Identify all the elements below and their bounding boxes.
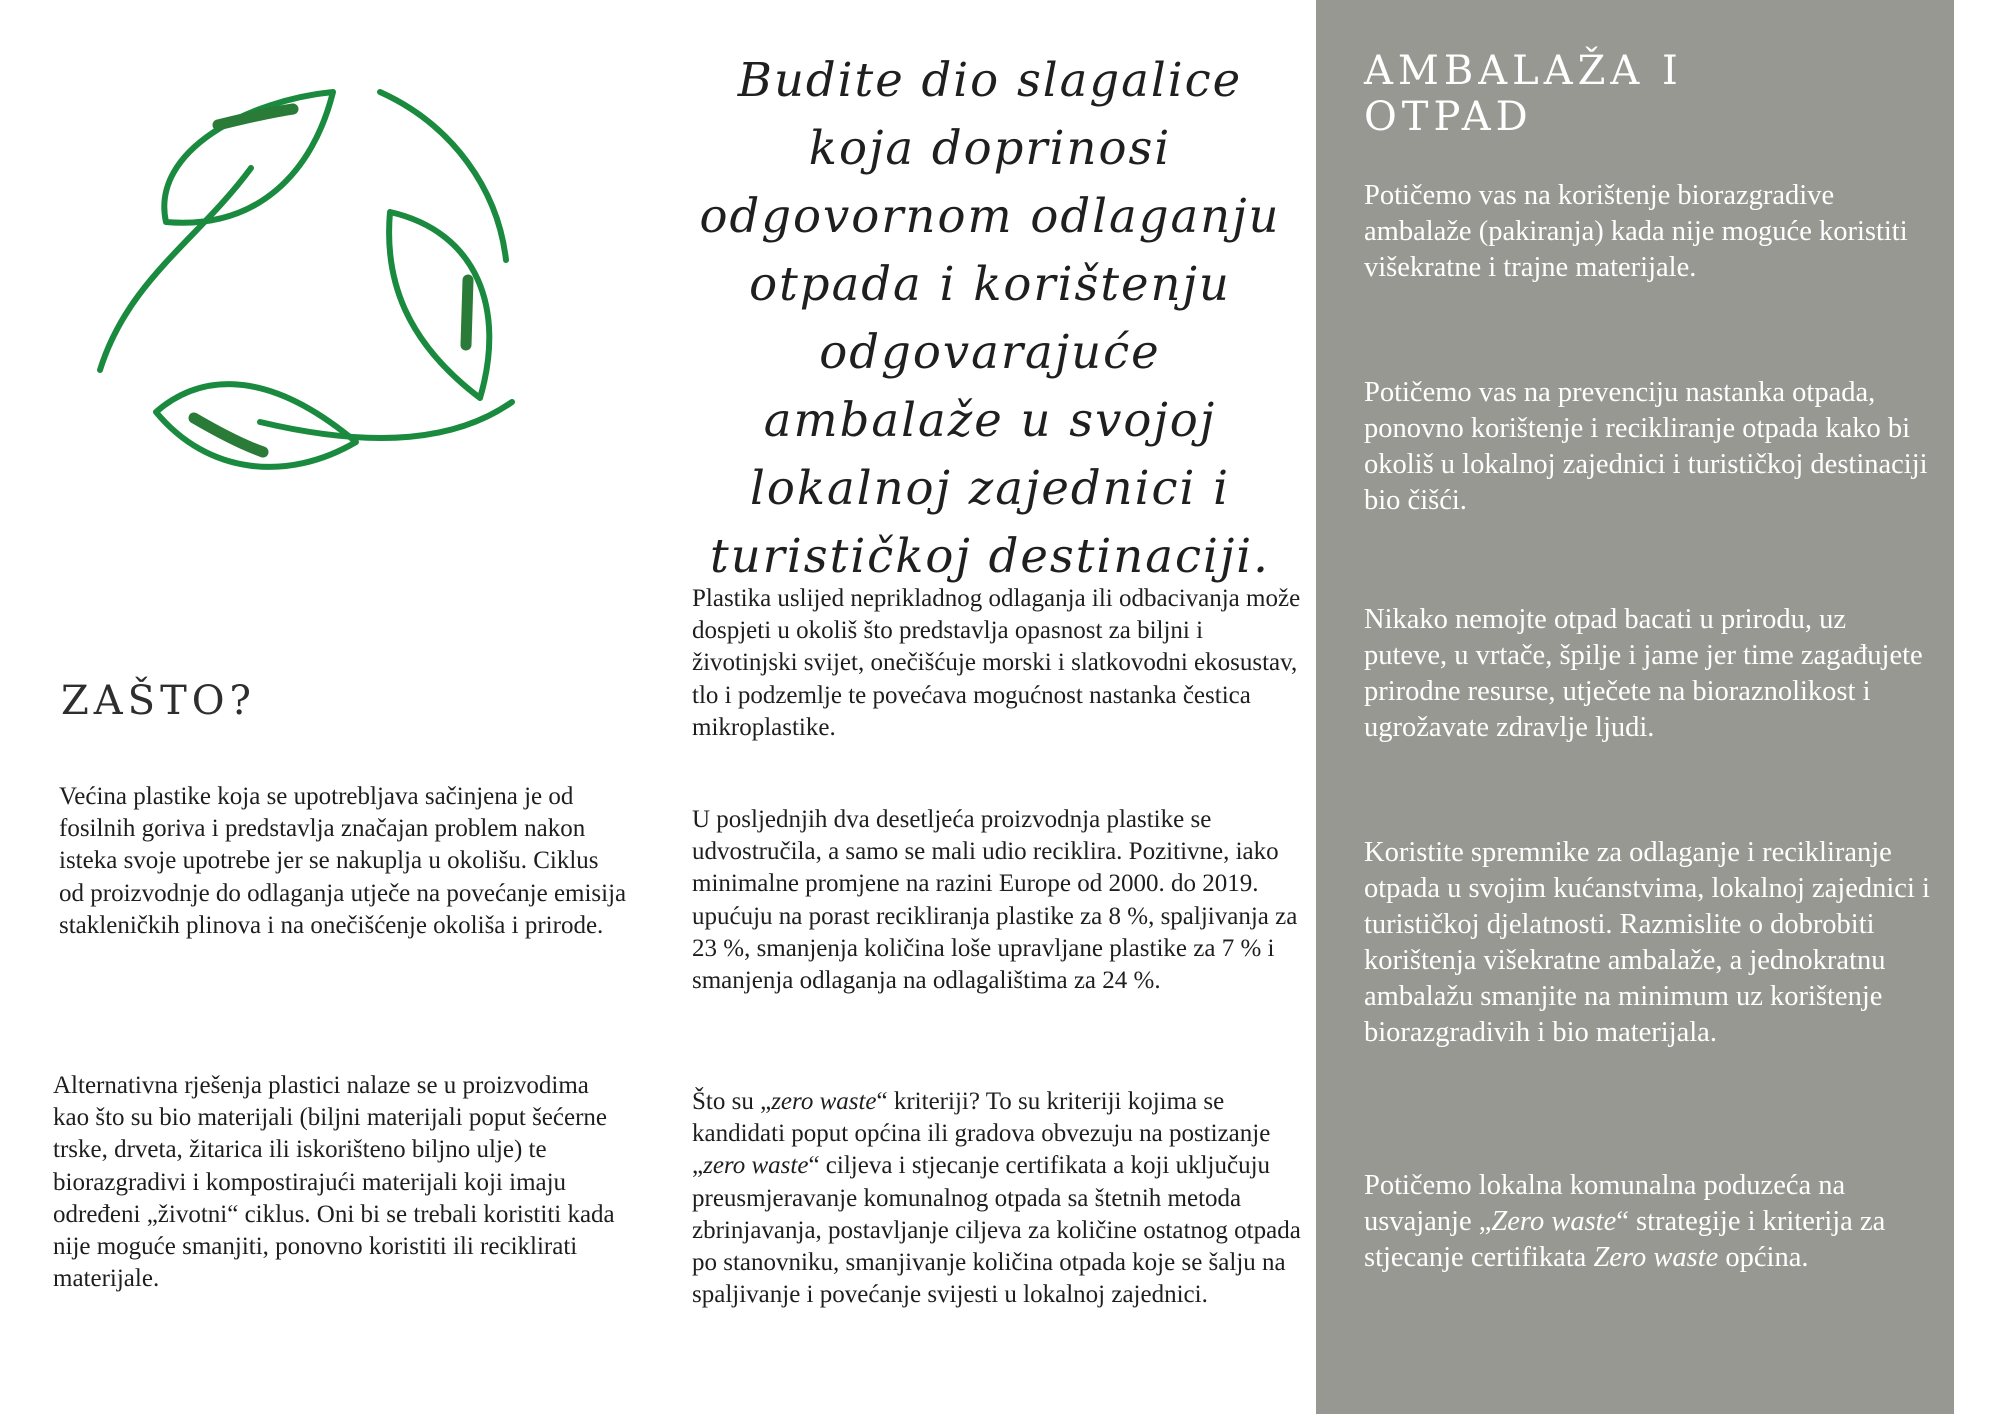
- right-paragraph-4: Koristite spremnike za odlaganje i recikliranje otpada u svojim kućanstvima, lokalnoj zajednici i turističkoj djelatnosti. Razmislite o dobrobiti korištenja višekratne ambalaže, a jednokratnu ambalažu smanjite na minimum uz korištenje biorazgradivih i bio materijala.: [1364, 837, 1930, 1048]
- left-paragraph-2: Alternativna rješenja plastici nalaze se u proizvodima kao što su bio materijali (biljni materijali poput šećerne trske, drveta, žitarica ili iskorišteno biljno ulje) te biorazgradivi i kompostirajući materijali koji imaju određeni „životni“ ciklus. Oni bi se trebali koristiti kada nije moguće smanjiti, ponovno koristiti ili reciklirati materijale.: [53, 1072, 615, 1293]
- middle-paragraph-1: Plastika uslijed neprikladnog odlaganja ili odbacivanja može dospjeti u okoliš što predstavlja opasnost za biljni i životinjski svijet, onečišćuje morski i slatkovodni ekosustav, tlo i podzemlje te povećava mogućnost nastanka čestica mikroplastike.: [692, 585, 1301, 741]
- section-heading-why: ZAŠTO?: [61, 678, 256, 724]
- middle-paragraph-3: Što su „zero waste“ kriteriji? To su kriteriji kojima se kandidati poput općina ili gradova obvezuju na postizanje „zero waste“ ciljeva i stjecanje certifikata a koji uključuju preusmjeravanje komunalnog otpada sa štetnih metoda zbrinjavanja, postavljanje ciljeva za količine ostatnog otpada po stanovniku, smanjivanje količina otpada koje se šalju na spaljivanje i povećanje svijesti u lokalnoj zajednici.: [692, 1088, 1301, 1309]
- pull-quote: Budite dio slagalice koja doprinosi odgovornom odlaganju otpada i korištenju odgovarajuće ambalaže u svojoj lokalnoj zajednici i turističkoj destinaciji.: [699, 53, 1281, 583]
- middle-paragraph-2: U posljednjih dva desetljeća proizvodnja plastike se udvostručila, a samo se mali udio reciklira. Pozitivne, iako minimalne promjene na razini Europe od 2000. do 2019. upućuju na porast recikliranja plastike za 8 %, spaljivanja za 23 %, smanjenja količina loše upravljane plastike za 7 % i smanjenja odlaganja na odlagalištima za 24 %.: [692, 806, 1298, 995]
- right-paragraph-3: Nikako nemojte otpad bacati u prirodu, uz puteve, u vrtače, špilje i jame jer time zagađujete prirodne resurse, utječete na bioraznolikost i ugrožavate zdravlje ljudi.: [1364, 604, 1923, 743]
- zero-waste-term: Zero waste: [1491, 1206, 1617, 1237]
- recycle-leaves-icon: [88, 80, 538, 520]
- section-heading-packaging: AMBALAŽA I OTPAD: [1364, 48, 1683, 140]
- right-paragraph-1: Potičemo vas na korištenje biorazgradive ambalaže (pakiranja) kada nije moguće koristiti višekratne i trajne materijale.: [1364, 180, 1908, 283]
- left-paragraph-1: Većina plastike koja se upotrebljava sačinjena je od fosilnih goriva i predstavlja značajan problem nakon isteka svoje upotrebe jer se nakuplja u okolišu. Ciklus od proizvodnje do odlaganja utječe na povećanje emisija stakleničkih plinova i na onečišćenje okoliša i prirode.: [59, 783, 627, 939]
- zero-waste-term: Zero waste: [1593, 1242, 1719, 1273]
- right-paragraph-2: Potičemo vas na prevenciju nastanka otpada, ponovno korištenje i recikliranje otpada kako bi okoliš u lokalnoj zajednici i turističkoj destinaciji bio čišći.: [1364, 377, 1928, 516]
- zero-waste-term: zero waste: [771, 1088, 877, 1115]
- right-paragraph-5: Potičemo lokalna komunalna poduzeća na usvajanje „Zero waste“ strategije i kriterija za stjecanje certifikata Zero waste općina.: [1364, 1170, 1886, 1273]
- zero-waste-term: zero waste: [703, 1152, 809, 1180]
